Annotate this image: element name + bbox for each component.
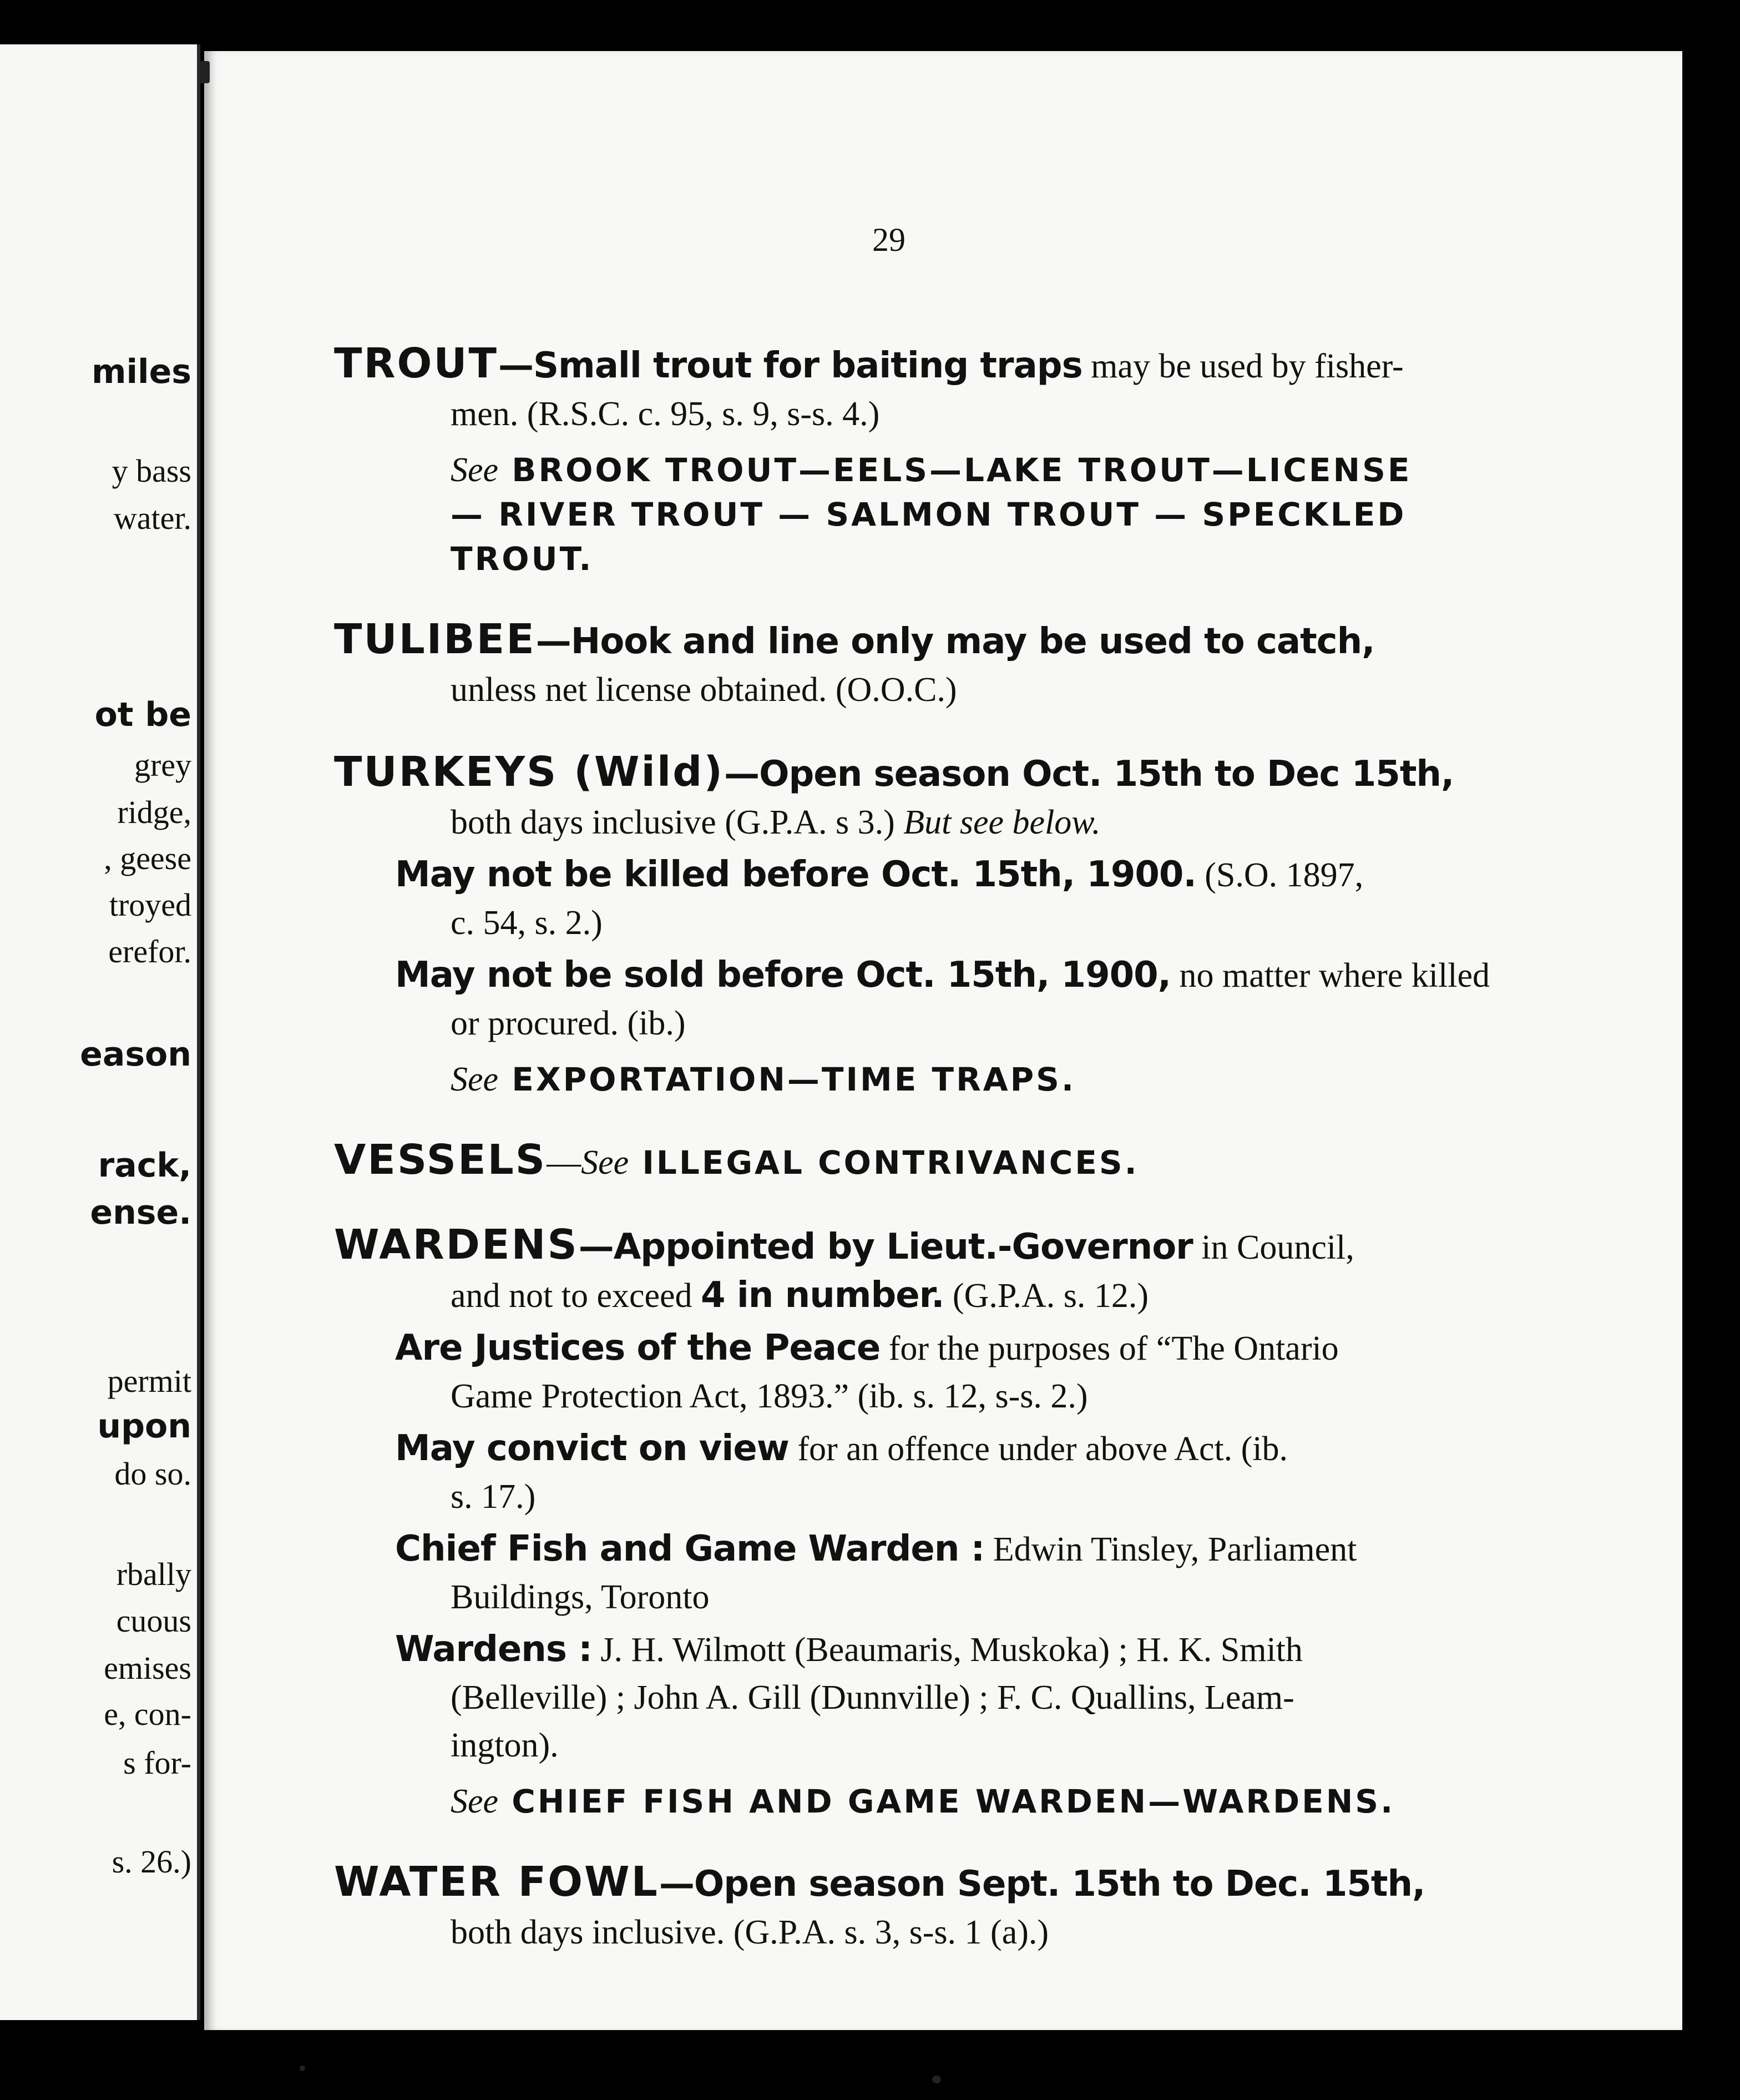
left-text-fragment: rbally [116,1556,191,1592]
see-label: See [451,1783,499,1820]
entry-heading: TROUT [334,340,498,387]
left-text-fragment: erefor. [108,933,191,970]
sub-entry [334,1525,1627,1621]
entry-tulibee [334,615,1627,714]
entry-text: Buildings, Toronto [451,1578,710,1616]
left-text-fragment: ense. [90,1193,191,1232]
sub-entry [334,1425,1627,1521]
entry-water-fowl [334,1858,1627,1956]
entry-bold-text: May not be sold before Oct. 15th, 1900, [395,955,1171,996]
see-also [334,1779,1627,1824]
entry-heading: TURKEYS (Wild) [334,748,725,796]
see-label: See [451,1061,499,1098]
cross-reference: TROUT. [451,540,594,578]
left-text-fragment: grey [134,747,191,783]
entry-trout [334,340,1627,581]
entry-text: (Belleville) ; John A. Gill (Dunnville) ; F. C. Quallins, Leam- [451,1679,1294,1717]
left-text-fragment: water. [113,500,191,536]
entry-dash: — [535,621,571,662]
left-text-fragment: do so. [114,1456,191,1492]
sub-entry [334,1626,1627,1769]
entry-bold-text: Open season Oct. 15th to Dec 15th, [759,754,1454,795]
entry-dash: — [724,754,760,795]
entry-text: Edwin Tinsley, Parliament [984,1531,1357,1568]
entry-text: or procured. (ib.) [451,1004,686,1042]
entry-bold-text: Small trout for baiting traps [533,345,1083,386]
entry-text: no matter where killed [1170,957,1490,995]
entry-bold-text: Are Justices of the Peace [395,1327,881,1369]
entry-bold-text: May convict on view [395,1428,789,1469]
entry-italic-text: But see below. [894,804,1101,841]
page-number: 29 [872,221,906,258]
left-text-fragment: permit [107,1363,191,1399]
left-text-fragment: e, con- [104,1696,191,1732]
entry-text: for the purposes of “The Ontario [880,1330,1339,1367]
see-also [334,448,1627,581]
entry-text: c. 54, s. 2.) [451,904,603,942]
sub-entry [334,1324,1627,1420]
entry-wardens [334,1221,1627,1824]
sub-entry [334,951,1627,1047]
entry-dash: — [659,1864,694,1905]
left-text-fragment: cuous [116,1603,191,1639]
entry-text: men. (R.S.C. c. 95, s. 9, s-s. 4.) [451,395,880,433]
cross-reference: CHIEF FISH AND GAME WARDEN—WARDENS. [498,1783,1395,1820]
left-text-fragment: eason [80,1035,191,1074]
entry-text: for an offence under above Act. (ib. [788,1430,1288,1468]
entry-text: ington). [451,1727,559,1764]
entry-text: J. H. Wilmott (Beaumaris, Muskoka) ; H. K. Smith [591,1631,1303,1669]
entry-text: and not to exceed [451,1277,701,1315]
cross-reference: ILLEGAL CONTRIVANCES. [629,1144,1139,1182]
left-page-fragment [0,44,200,2020]
dust-speck [932,2076,941,2083]
entry-vessels [334,1136,1627,1187]
left-text-fragment: , geese [104,840,191,876]
dust-speck [300,2066,305,2071]
entry-bold-text: Hook and line only may be used to catch, [570,621,1375,662]
entry-text: Game Protection Act, 1893.” (ib. s. 12, s-s. 2.) [451,1377,1088,1415]
left-text-fragment: s. 26.) [112,1844,191,1880]
entry-heading: TULIBEE [334,615,536,663]
left-text-fragment: emises [104,1650,191,1686]
book-page [204,51,1682,2030]
entry-turkeys [334,748,1627,1102]
entry-text: s. 17.) [451,1478,536,1516]
entry-dash: — [498,345,533,386]
see-also [334,1057,1627,1102]
entry-dash: — [578,1226,614,1268]
entry-text: (G.P.A. s. 12.) [944,1277,1149,1315]
entry-text: unless net license obtained. (O.O.C.) [451,671,957,709]
entry-bold-text: Appointed by Lieut.-Governor [613,1226,1193,1268]
cross-reference: BROOK TROUT—EELS—LAKE TROUT—LICENSE [498,451,1412,489]
entry-bold-text: 4 in number. [701,1275,944,1316]
entry-text: in Council, [1192,1229,1354,1266]
entry-bold-text: May not be killed before Oct. 15th, 1900. [395,854,1196,895]
entry-bold-text: Open season Sept. 15th to Dec. 15th, [694,1864,1425,1905]
page-content [334,340,1627,1991]
left-text-fragment: rack, [98,1146,191,1185]
entry-heading: WARDENS [334,1221,579,1269]
entry-bold-text: Wardens : [395,1629,592,1670]
see-label: See [451,451,499,489]
entry-text: may be used by fisher- [1082,347,1404,385]
left-text-fragment: miles [91,352,191,391]
entry-dash: — [547,1144,581,1182]
see-label: See [581,1144,629,1182]
cross-reference: EXPORTATION—TIME TRAPS. [498,1061,1076,1098]
cross-reference: — RIVER TROUT — SALMON TROUT — SPECKLED [451,496,1407,533]
left-text-fragment: troyed [109,887,191,923]
entry-text: (S.O. 1897, [1196,856,1364,894]
left-text-fragment: upon [97,1407,191,1446]
sub-entry [334,851,1627,947]
binding-mark [200,61,210,83]
entry-heading: VESSELS [334,1136,547,1184]
entry-heading: WATER FOWL [334,1858,659,1906]
entry-text: both days inclusive. (G.P.A. s. 3, s-s. 1 (a).) [451,1914,1049,1951]
left-text-fragment: y bass [112,453,191,489]
entry-bold-text: Chief Fish and Game Warden : [395,1528,985,1569]
left-text-fragment: ot be [94,695,191,734]
entry-text: both days inclusive (G.P.A. s 3.) [451,804,895,841]
left-text-fragment: s for- [123,1745,191,1781]
left-text-fragment: ridge, [117,794,191,830]
